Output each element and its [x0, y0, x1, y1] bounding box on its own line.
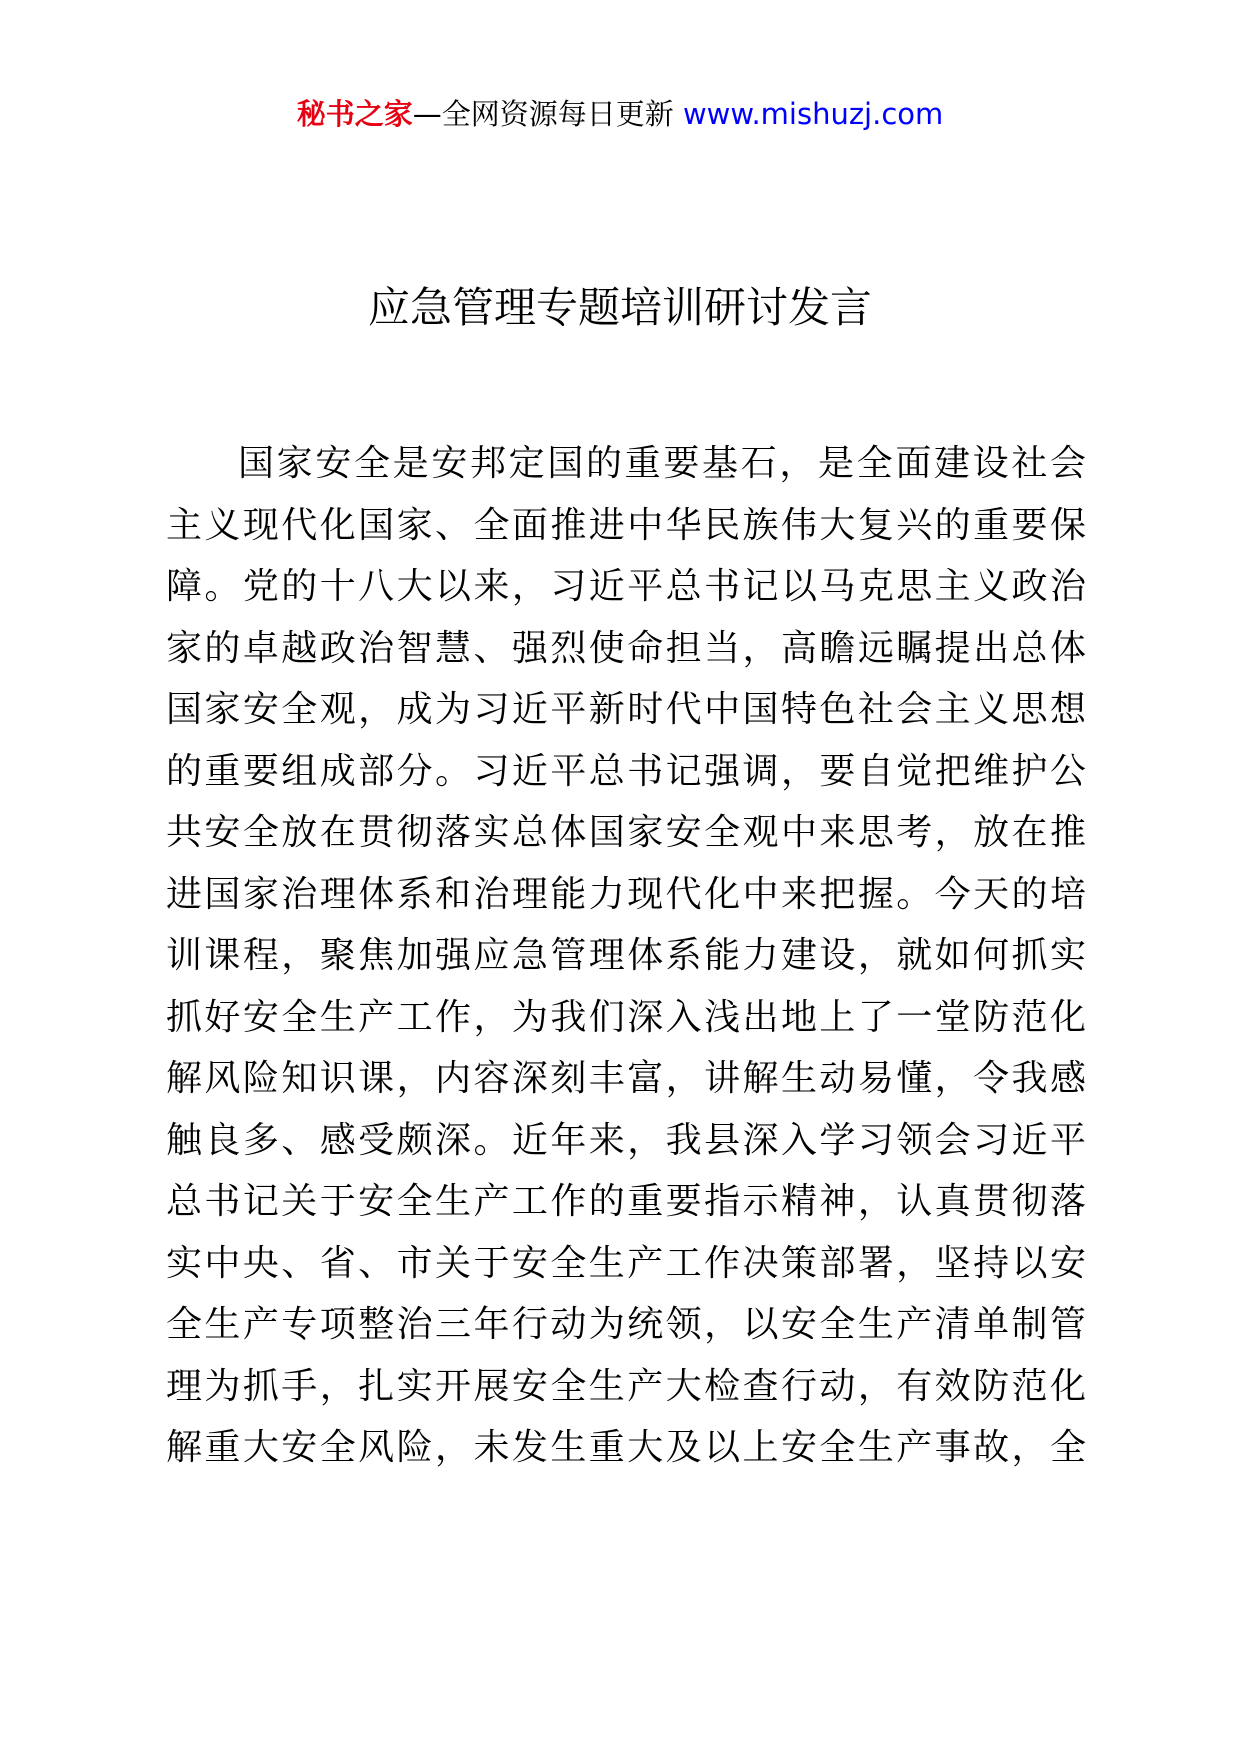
paragraph-line: 家的卓越政治智慧、强烈使命担当，高瞻远瞩提出总体: [166, 627, 1086, 669]
paragraph-line: 解重大安全风险，未发生重大及以上安全生产事故，全: [166, 1427, 1086, 1468]
paragraph-line: 训课程，聚焦加强应急管理体系能力建设，就如何抓实: [166, 935, 1086, 976]
site-url-link[interactable]: www.mishuzj.com: [682, 97, 944, 131]
site-tagline: —全网资源每日更新: [412, 97, 674, 131]
document-title: 应急管理专题培训研讨发言: [367, 283, 872, 332]
paragraph-line: 总书记关于安全生产工作的重要指示精神，认真贯彻落: [166, 1181, 1086, 1222]
document-body: [166, 433, 1086, 1479]
paragraph-line: 实中央、省、市关于安全生产工作决策部署，坚持以安: [166, 1242, 1086, 1284]
site-brand: 秘书之家: [296, 97, 413, 131]
paragraph-line: 主义现代化国家、全面推进中华民族伟大复兴的重要保: [166, 504, 1086, 546]
paragraph-line: 理为抓手，扎实开展安全生产大检查行动，有效防范化: [166, 1365, 1086, 1407]
paragraph-line: 共安全放在贯彻落实总体国家安全观中来思考，放在推: [166, 812, 1086, 853]
paragraph-line: 障。党的十八大以来，习近平总书记以马克思主义政治: [166, 566, 1086, 607]
paragraph-line: 的重要组成部分。习近平总书记强调，要自觉把维护公: [166, 750, 1086, 792]
paragraph-line: 抓好安全生产工作，为我们深入浅出地上了一堂防范化: [166, 996, 1086, 1038]
paragraph-line: 国家安全观，成为习近平新时代中国特色社会主义思想: [166, 689, 1086, 730]
paragraph-line: 全生产专项整治三年行动为统领，以安全生产清单制管: [166, 1304, 1086, 1345]
site-header: [0, 94, 1240, 134]
paragraph-line: 触良多、感受颇深。近年来，我县深入学习领会习近平: [166, 1119, 1086, 1161]
paragraph-line: 国家安全是安邦定国的重要基石，是全面建设社会: [238, 443, 1086, 484]
paragraph-line: 进国家治理体系和治理能力现代化中来把握。今天的培: [166, 873, 1086, 915]
paragraph-line: 解风险知识课，内容深刻丰富，讲解生动易懂，令我感: [166, 1058, 1086, 1099]
